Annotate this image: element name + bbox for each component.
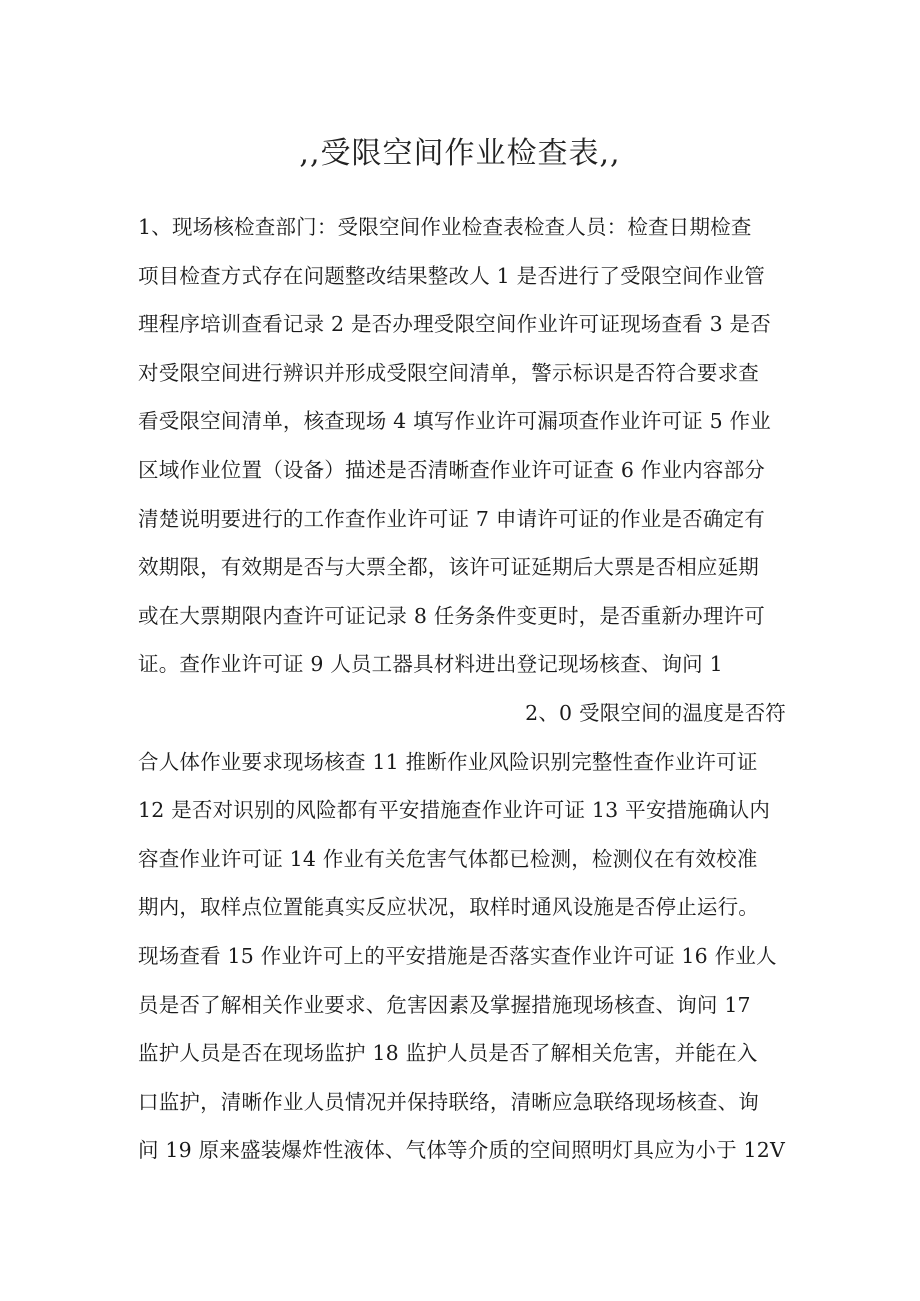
body-line: 理程序培训查看记录 2 是否办理受限空间作业许可证现场查看 3 是否 [138, 312, 771, 337]
body-line: 期内，取样点位置能真实反应状况，取样时通风设施是否停止运行。 [138, 895, 759, 920]
document-title: ,,受限空间作业检查表,, [299, 136, 621, 171]
body-line: 合人体作业要求现场核查 11 推断作业风险识别完整性查作业许可证 [138, 749, 758, 774]
body-line: 看受限空间清单，核查现场 4 填写作业许可漏项查作业许可证 5 作业 [138, 409, 771, 434]
body-line: 口监护，清晰作业人员情况并保持联络，清晰应急联络现场核查、询 [138, 1089, 759, 1114]
document-body [138, 203, 798, 1175]
body-line: 员是否了解相关作业要求、危害因素及掌握措施现场核查、询问 17 [138, 992, 751, 1017]
body-line: 监护人员是否在现场监护 18 监护人员是否了解相关危害，并能在入 [138, 1041, 758, 1066]
body-line: 问 19 原来盛装爆炸性液体、气体等介质的空间照明灯具应为小于 12V [138, 1138, 786, 1163]
body-line: 证。查作业许可证 9 人员工器具材料进出登记现场核查、询问 1 [138, 652, 723, 677]
body-line: 容查作业许可证 14 作业有关危害气体都已检测，检测仪在有效校准 [138, 846, 758, 871]
body-line: 清楚说明要进行的工作查作业许可证 7 申请许可证的作业是否确定有 [138, 506, 765, 531]
body-line: 项目检查方式存在问题整改结果整改人 1 是否进行了受限空间作业管 [138, 263, 765, 288]
body-line: 效期限，有效期是否与大票全都，该许可证延期后大票是否相应延期 [138, 555, 759, 580]
body-line: 对受限空间进行辨识并形成受限空间清单，警示标识是否符合要求查 [138, 360, 759, 385]
body-line: 12 是否对识别的风险都有平安措施查作业许可证 13 平安措施确认内 [138, 798, 771, 823]
body-line-right-aligned: 2、0 受限空间的温度是否符 [525, 700, 786, 725]
body-line: 区域作业位置（设备）描述是否清晰查作业许可证查 6 作业内容部分 [138, 457, 765, 482]
body-line: 1、现场核检查部门：受限空间作业检查表检查人员：检查日期检查 [138, 215, 752, 239]
body-line: 现场查看 15 作业许可上的平安措施是否落实查作业许可证 16 作业人 [138, 943, 777, 968]
body-line: 或在大票期限内查许可证记录 8 任务条件变更时，是否重新办理许可 [138, 603, 765, 628]
